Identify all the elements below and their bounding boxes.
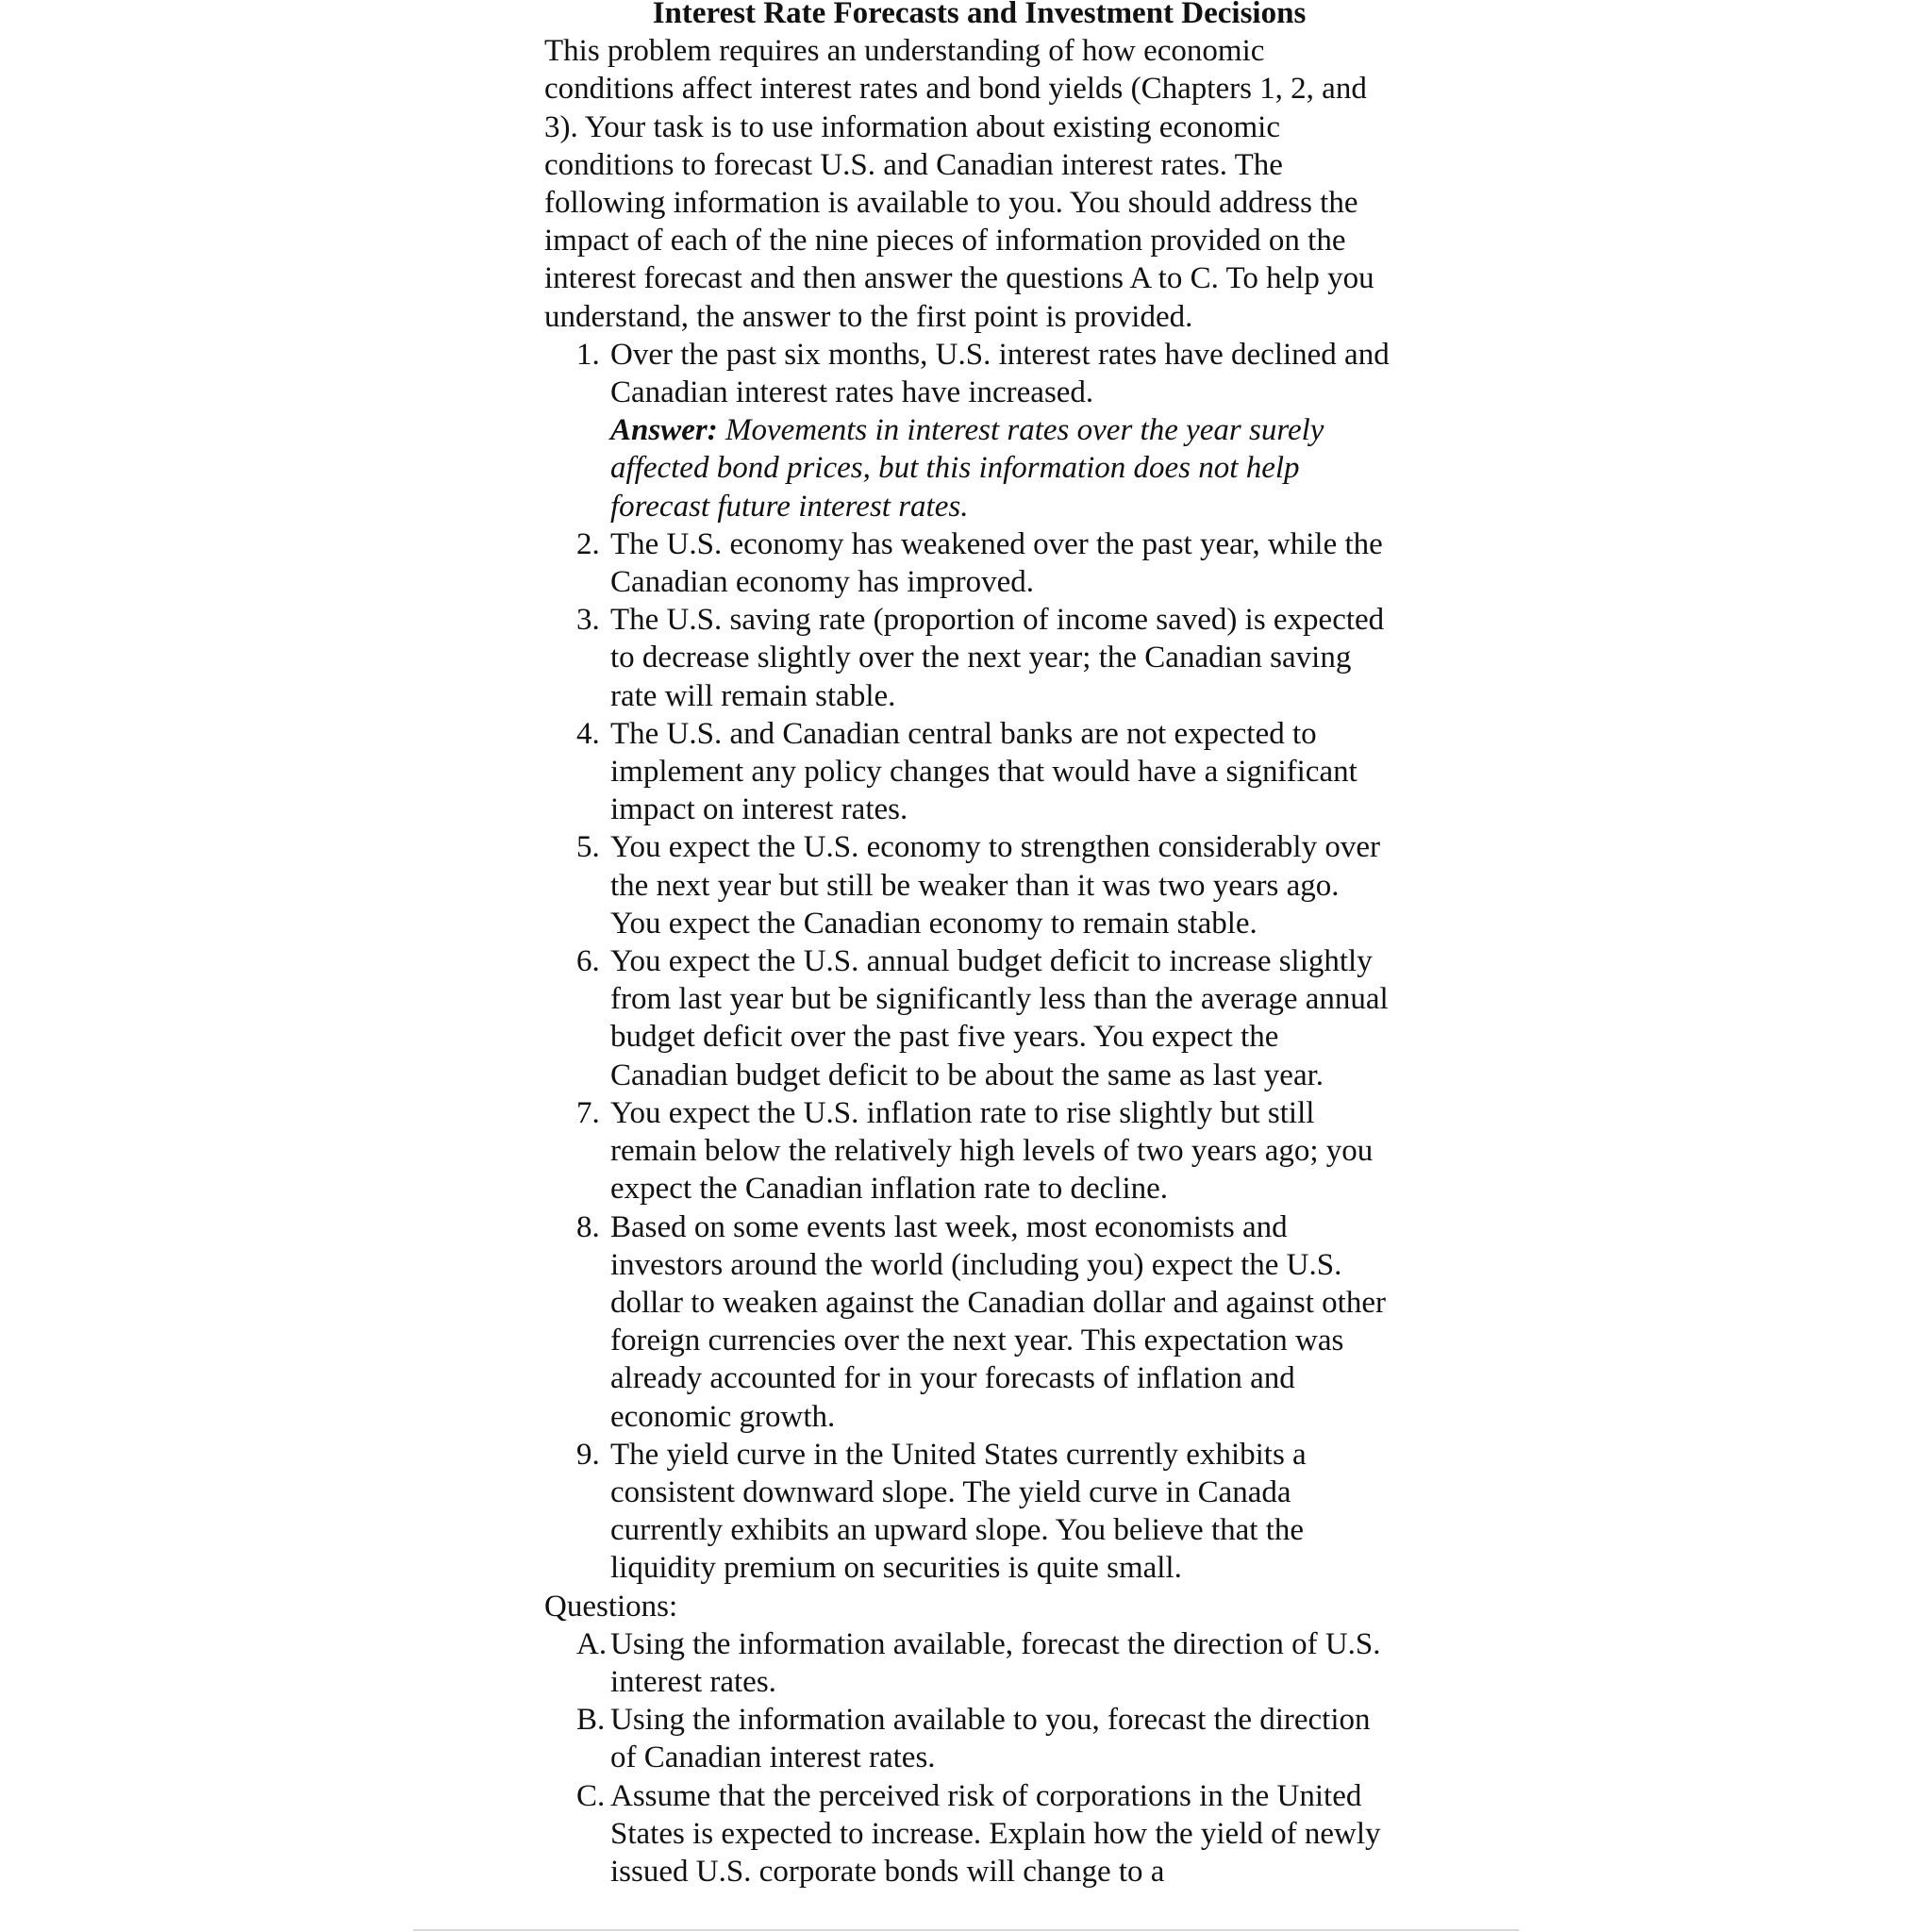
item-text: Based on some events last week, most economists and investors around the world (including you) expect the U.S. dollar to weaken against the Canadian dollar and against other foreign currencies over the next year. This expectation was already accounted for in your forecasts of inflation and economic growth. [610, 1209, 1386, 1434]
question-text: Using the information available to you, forecast the direction of Canadian interest rates. [610, 1703, 1371, 1775]
question-letter: A. [576, 1626, 608, 1661]
item-text: The U.S. economy has weakened over the past year, while the Canadian economy has improved. [610, 526, 1383, 600]
question-item [544, 1777, 1393, 1891]
item-number: 4. [576, 716, 600, 751]
questions-heading: Questions: [544, 1589, 678, 1624]
document-page [544, 0, 1393, 1890]
item-number: 5. [576, 830, 600, 865]
item-text: Over the past six months, U.S. interest rates have declined and Canadian interest rates have increased. [610, 337, 1390, 410]
question-text: Using the information available, forecast the direction of U.S. interest rates. [610, 1626, 1381, 1699]
answer-text: Movements in interest rates over the year surely affected bond prices, but this information does not help forecast future interest rates. [610, 413, 1324, 524]
question-text: Assume that the perceived risk of corporations in the United States is expected to increase. Explain how the yield of newly issued U.S. corporate bonds will change to a [610, 1778, 1381, 1889]
item-number: 6. [576, 944, 600, 979]
question-letter: B. [576, 1703, 606, 1738]
item-text: You expect the U.S. inflation rate to rise slightly but still remain below the relatively high levels of two years ago; you expect the Canadian inflation rate to decline. [610, 1095, 1374, 1207]
question-item [544, 1701, 1393, 1776]
item-number: 3. [576, 603, 600, 638]
answer-label: Answer: [610, 413, 718, 448]
list-item [544, 828, 1393, 942]
answer-block [610, 411, 1393, 525]
list-item [544, 1208, 1393, 1436]
item-number: 1. [576, 337, 600, 372]
list-item [544, 715, 1393, 829]
item-text: You expect the U.S. annual budget deficit to increase slightly from last year but be significantly less than the average annual budget deficit over the past five years. You expect the Canadian budget deficit to be about the same as last year. [610, 944, 1389, 1092]
question-item [544, 1625, 1393, 1701]
item-text: The U.S. saving rate (proportion of income saved) is expected to decrease slightly over the next year; the Canadian saving rate will remain stable. [610, 603, 1385, 713]
bottom-divider [413, 1929, 1519, 1931]
list-item [544, 336, 1393, 525]
list-item [544, 601, 1393, 715]
item-text: The yield curve in the United States currently exhibits a consistent downward slope. The yield curve in Canada currently exhibits an upward slope. You believe that the liquidity premium on securities is quite small. [610, 1437, 1307, 1586]
item-number: 7. [576, 1095, 600, 1130]
questions-list [544, 1625, 1393, 1890]
item-number: 2. [576, 526, 600, 561]
item-text: You expect the U.S. economy to strengthen considerably over the next year but still be weaker than it was two years ago. You expect the Canadian economy to remain stable. [610, 830, 1380, 941]
question-letter: C. [576, 1778, 606, 1813]
list-item [544, 1094, 1393, 1208]
item-number: 9. [576, 1437, 600, 1472]
information-list [544, 336, 1393, 1588]
list-item [544, 525, 1393, 601]
intro-paragraph: This problem requires an understanding of how economic conditions affect interest rates and bond yields (Chapters 1, 2, and 3). Your task is to use information about existing economic conditions to forecast U.S. and Canadian interest rates. The following information is available to you. You should address the impact of each of the nine pieces of information provided on the interest forecast and then answer the questions A to C. To help you understand, the answer to the first point is provided. [544, 34, 1374, 334]
list-item [544, 942, 1393, 1094]
item-number: 8. [576, 1209, 600, 1244]
document-title: Interest Rate Forecasts and Investment Decisions [652, 0, 1307, 30]
list-item [544, 1436, 1393, 1588]
item-text: The U.S. and Canadian central banks are not expected to implement any policy changes that would have a significant impact on interest rates. [610, 716, 1357, 827]
